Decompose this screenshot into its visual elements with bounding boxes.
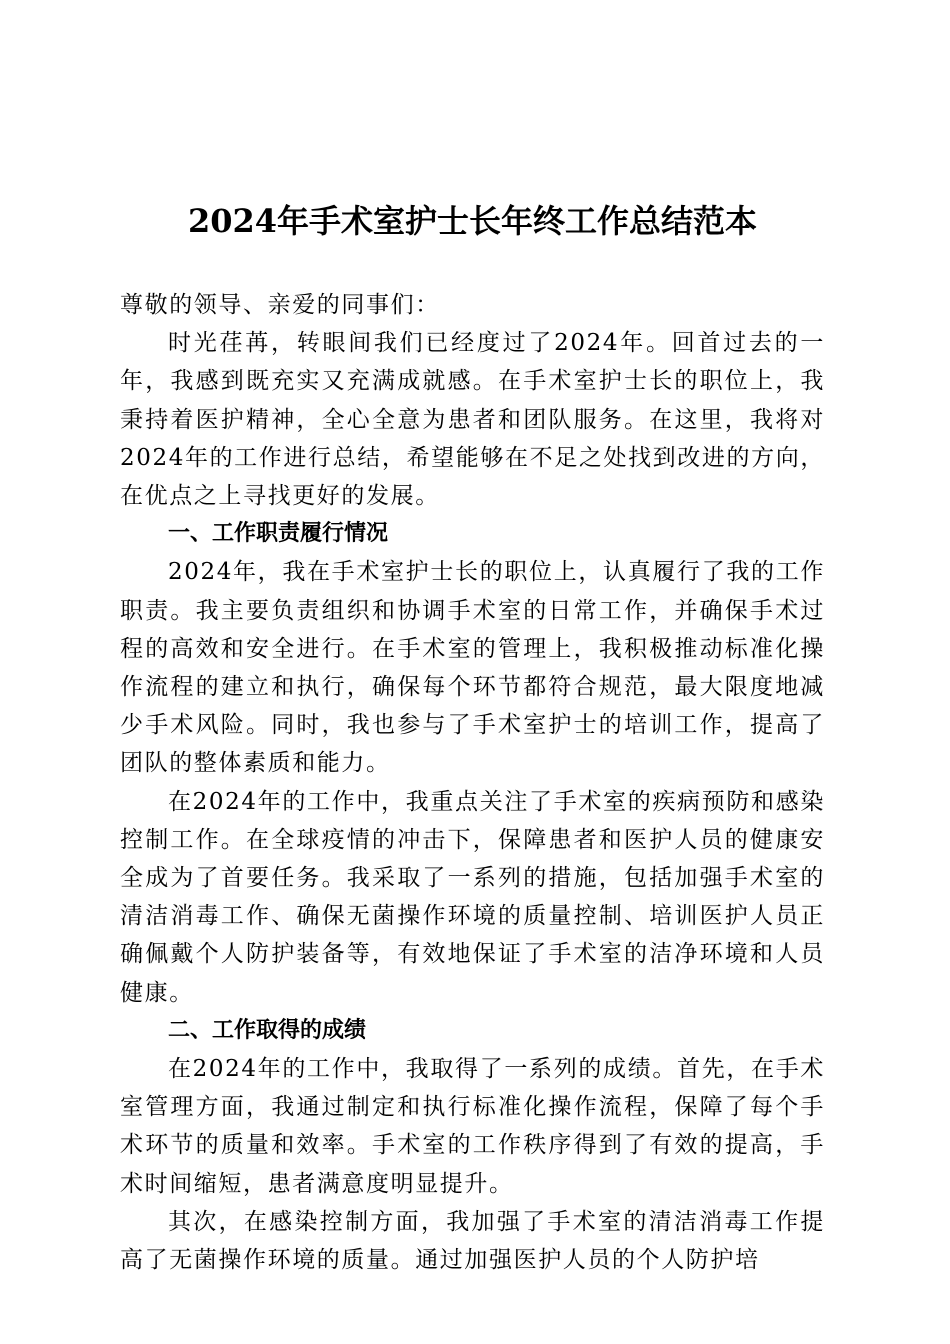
document-body [120,286,825,1279]
paragraph-infection-control: 在2024年的工作中，我重点关注了手术室的疾病预防和感染控制工作。在全球疫情的冲击下，保障患者和医护人员的健康安全成为了首要任务。我采取了一系列的措施，包括加强手术室的清洁消毒工作、确保无菌操作环境的质量控制、培训医护人员正确佩戴个人防护装备等，有效地保证了手术室的洁净环境和人员健康。 [120,788,825,1006]
paragraph-intro: 时光荏苒，转眼间我们已经度过了2024年。回首过去的一年，我感到既充实又充满成就感。在手术室护士长的职位上，我秉持着医护精神，全心全意为患者和团队服务。在这里，我将对2024年的工作进行总结，希望能够在不足之处找到改进的方向，在优点之上寻找更好的发展。 [120,330,825,510]
document-title: 2024年手术室护士长年终工作总结范本 [187,202,758,240]
paragraph-achievements: 在2024年的工作中，我取得了一系列的成绩。首先，在手术室管理方面，我通过制定和执行标准化操作流程，保障了每个手术环节的质量和效率。手术室的工作秩序得到了有效的提高，手术时间缩短，患者满意度明显提升。 [120,1056,825,1197]
paragraph-duties: 2024年，我在手术室护士长的职位上，认真履行了我的工作职责。我主要负责组织和协调手术室的日常工作，并确保手术过程的高效和安全进行。在手术室的管理上，我积极推动标准化操作流程的建立和执行，确保每个环节都符合规范，最大限度地减少手术风险。同时，我也参与了手术室护士的培训工作，提高了团队的整体素质和能力。 [120,559,825,777]
paragraph-achievements-2: 其次，在感染控制方面，我加强了手术室的清洁消毒工作提高了无菌操作环境的质量。通过加强医护人员的个人防护培 [120,1208,825,1274]
section-heading-2: 二、工作取得的成绩 [168,1017,367,1043]
section-heading-1: 一、工作职责履行情况 [168,521,389,547]
greeting-line: 尊敬的领导、亲爱的同事们： [120,292,440,318]
